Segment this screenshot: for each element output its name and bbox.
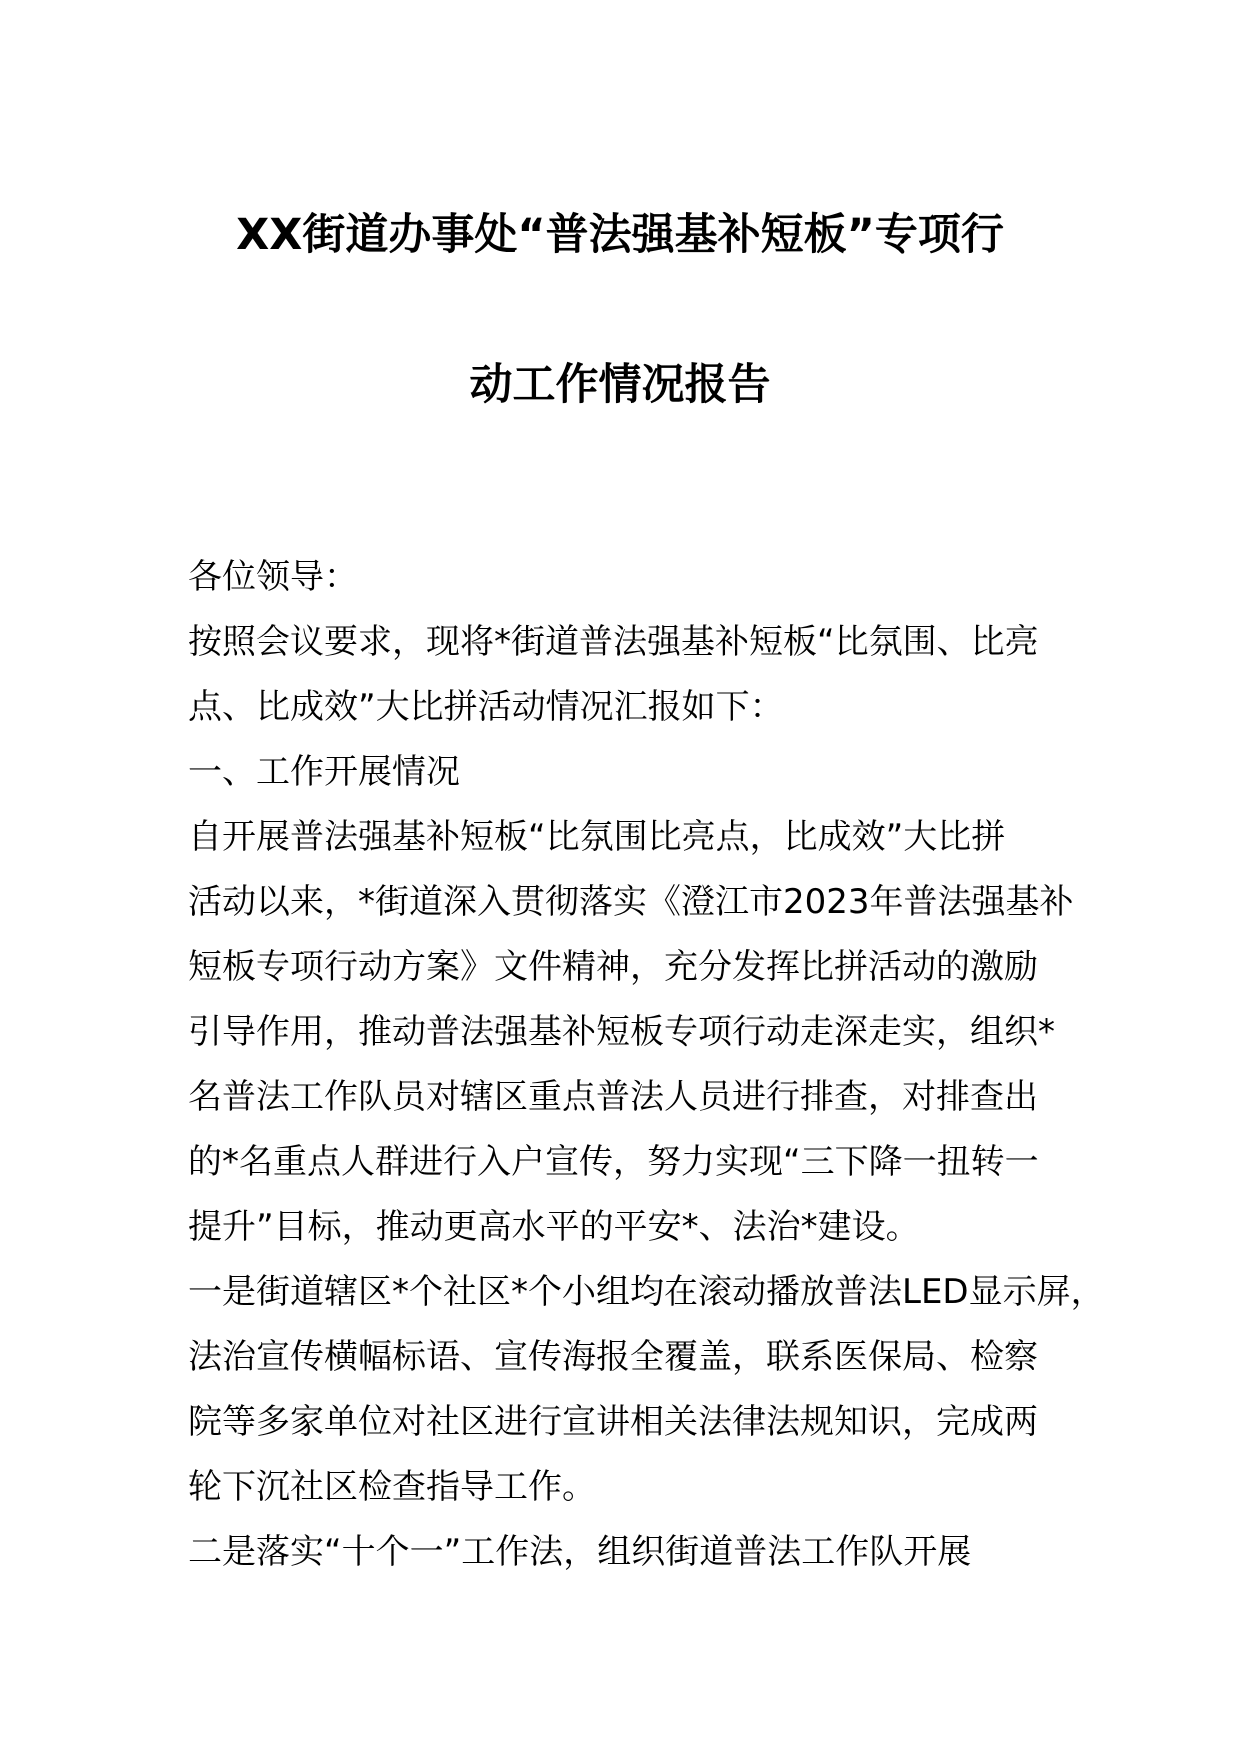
paragraph-line: 提升”目标，推动更高水平的平安*、法治*建设。 [188,1207,920,1247]
paragraph-line: 活动以来，*街道深入贯彻落实《澄江市2023年普法强基补 [188,882,1074,922]
paragraph-line: 点、比成效”大比拼活动情况汇报如下： [188,687,784,727]
paragraph-line: 法治宣传横幅标语、宣传海报全覆盖，联系医保局、检察 [188,1337,1038,1377]
paragraph-line: 的*名重点人群进行入户宣传，努力实现“三下降一扭转一 [188,1142,1039,1182]
paragraph-line: 按照会议要求，现将*街道普法强基补短板“比氛围、比亮 [188,622,1039,662]
document-title-line-1: XX街道办事处“普法强基补短板”专项行 [236,210,1004,260]
section-heading: 一、工作开展情况 [188,752,460,792]
document-title-line-2: 动工作情况报告 [469,360,771,410]
document-body [188,545,1105,1585]
paragraph-line: 院等多家单位对社区进行宣讲相关法律法规知识，完成两 [188,1402,1038,1442]
paragraph-line: 轮下沉社区检查指导工作。 [188,1467,596,1507]
salutation: 各位领导： [188,557,358,597]
paragraph-line: 自开展普法强基补短板“比氛围比亮点，比成效”大比拼 [188,817,1006,857]
paragraph-line: 一是街道辖区*个社区*个小组均在滚动播放普法LED显示屏， [188,1272,1105,1312]
paragraph-line: 二是落实“十个一”工作法，组织街道普法工作队开展 [188,1532,972,1572]
paragraph-line: 引导作用，推动普法强基补短板专项行动走深走实，组织* [188,1012,1055,1052]
paragraph-line: 短板专项行动方案》文件精神，充分发挥比拼活动的激励 [188,947,1038,987]
paragraph-line: 名普法工作队员对辖区重点普法人员进行排查，对排查出 [188,1077,1038,1117]
